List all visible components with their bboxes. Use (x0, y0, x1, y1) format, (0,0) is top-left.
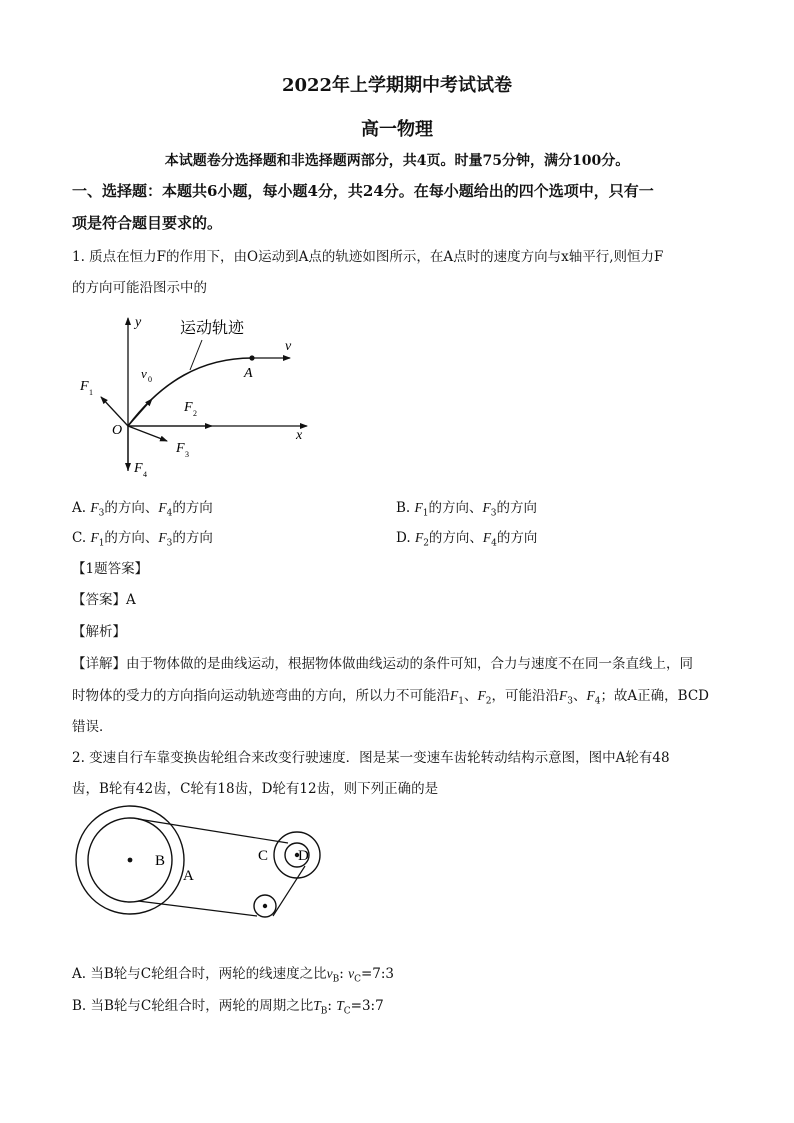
f3-label: F (176, 441, 185, 456)
q1-option-b[interactable]: B. $F_1$的方向、$F_3$的方向 (396, 500, 537, 519)
v0-label: v (141, 366, 147, 381)
x-axis-label: x (296, 428, 303, 443)
exam-title: 2022年上学期期中考试试卷 (281, 75, 513, 96)
v0-arrow (128, 399, 152, 426)
q1-detail-line1: 【详解】由于物体做的是曲线运动，根据物体做曲线运动的条件可知，合力与速度不在同一条直线上，同 (72, 656, 693, 672)
q1-detail-line3: 错误． (72, 719, 113, 735)
q1-stem-line2: 的方向可能沿图示中的 (72, 280, 207, 296)
v-label: v (285, 339, 292, 354)
q1-option-a[interactable]: A. $F_3$的方向、$F_4$的方向 (72, 500, 213, 519)
curve-label: 运动轨迹 (180, 320, 245, 337)
subject-title: 高一物理 (361, 119, 433, 140)
q1-option-c[interactable]: C. $F_1$的方向、$F_3$的方向 (72, 530, 213, 549)
q1-answer: 【答案】A (72, 592, 136, 608)
q2-stem-line2: 齿，B轮有42齿，C轮有18齿，D轮有12齿，则下列正确的是 (72, 781, 439, 797)
q1-detail-line2: 时物体的受力的方向指向运动轨迹弯曲的方向，所以力不可能沿$F_1$、$F_2$，可能沿沿$F_3$、$F_4$；故A正确，BCD (72, 688, 710, 707)
gear-ab-axle (128, 858, 133, 863)
f4-subscript: 4 (143, 470, 147, 479)
chain-bottom (138, 901, 257, 916)
f1-subscript: 1 (89, 388, 93, 397)
q2-option-a[interactable]: A. 当B轮与C轮组合时，两轮的线速度之比$v_B$: $v_C=7:3$ (72, 966, 394, 985)
q1-analysis-title: 【解析】 (72, 624, 126, 640)
q1-stem-line1: 1. 质点在恒力F的作用下，由O运动到A点的轨迹如图所示，在A点时的速度方向与x轴平行,则恒力F (72, 249, 664, 265)
q2-option-b[interactable]: B. 当B轮与C轮组合时，两轮的周期之比$T_B$: $T_C=3:7$ (72, 998, 384, 1017)
f2-subscript: 2 (193, 409, 197, 418)
q1-answer-title: 【1题答案】 (72, 561, 149, 577)
section-heading-line1: 一、选择题：本题共6小题，每小题4分，共24分。在每小题给出的四个选项中，只有一 (72, 182, 654, 200)
curve-label-pointer (190, 340, 202, 370)
q1-trajectory-figure (72, 306, 322, 482)
point-a-dot (249, 355, 254, 360)
tensioner-axle (263, 904, 267, 908)
f1-arrow (101, 397, 128, 426)
gear-a-label: A (183, 868, 194, 884)
f2-label: F (184, 400, 193, 415)
f1-label: F (80, 379, 89, 394)
gear-d-label: D (298, 848, 309, 864)
gear-c-label: C (258, 848, 269, 864)
v0-subscript: 0 (148, 375, 152, 384)
f4-label: F (134, 461, 143, 476)
gear-b-label: B (155, 853, 166, 869)
origin-label: O (112, 423, 123, 438)
section-heading-line2: 项是符合题目要求的。 (72, 214, 223, 232)
point-a-label: A (244, 366, 253, 381)
q2-stem-line1: 2. 变速自行车靠变换齿轮组合来改变行驶速度．图是某一变速车齿轮转动结构示意图，图中A轮有48 (72, 750, 670, 766)
exam-note: 本试题卷分选择题和非选择题两部分，共4页。时量75分钟，满分100分。 (164, 153, 630, 169)
f3-subscript: 3 (185, 450, 189, 459)
q1-option-d[interactable]: D. $F_2$的方向、$F_4$的方向 (396, 530, 538, 549)
f3-arrow (128, 426, 167, 441)
chain-right (273, 866, 305, 916)
y-axis-label: y (135, 315, 142, 330)
q2-gear-figure (72, 800, 332, 930)
